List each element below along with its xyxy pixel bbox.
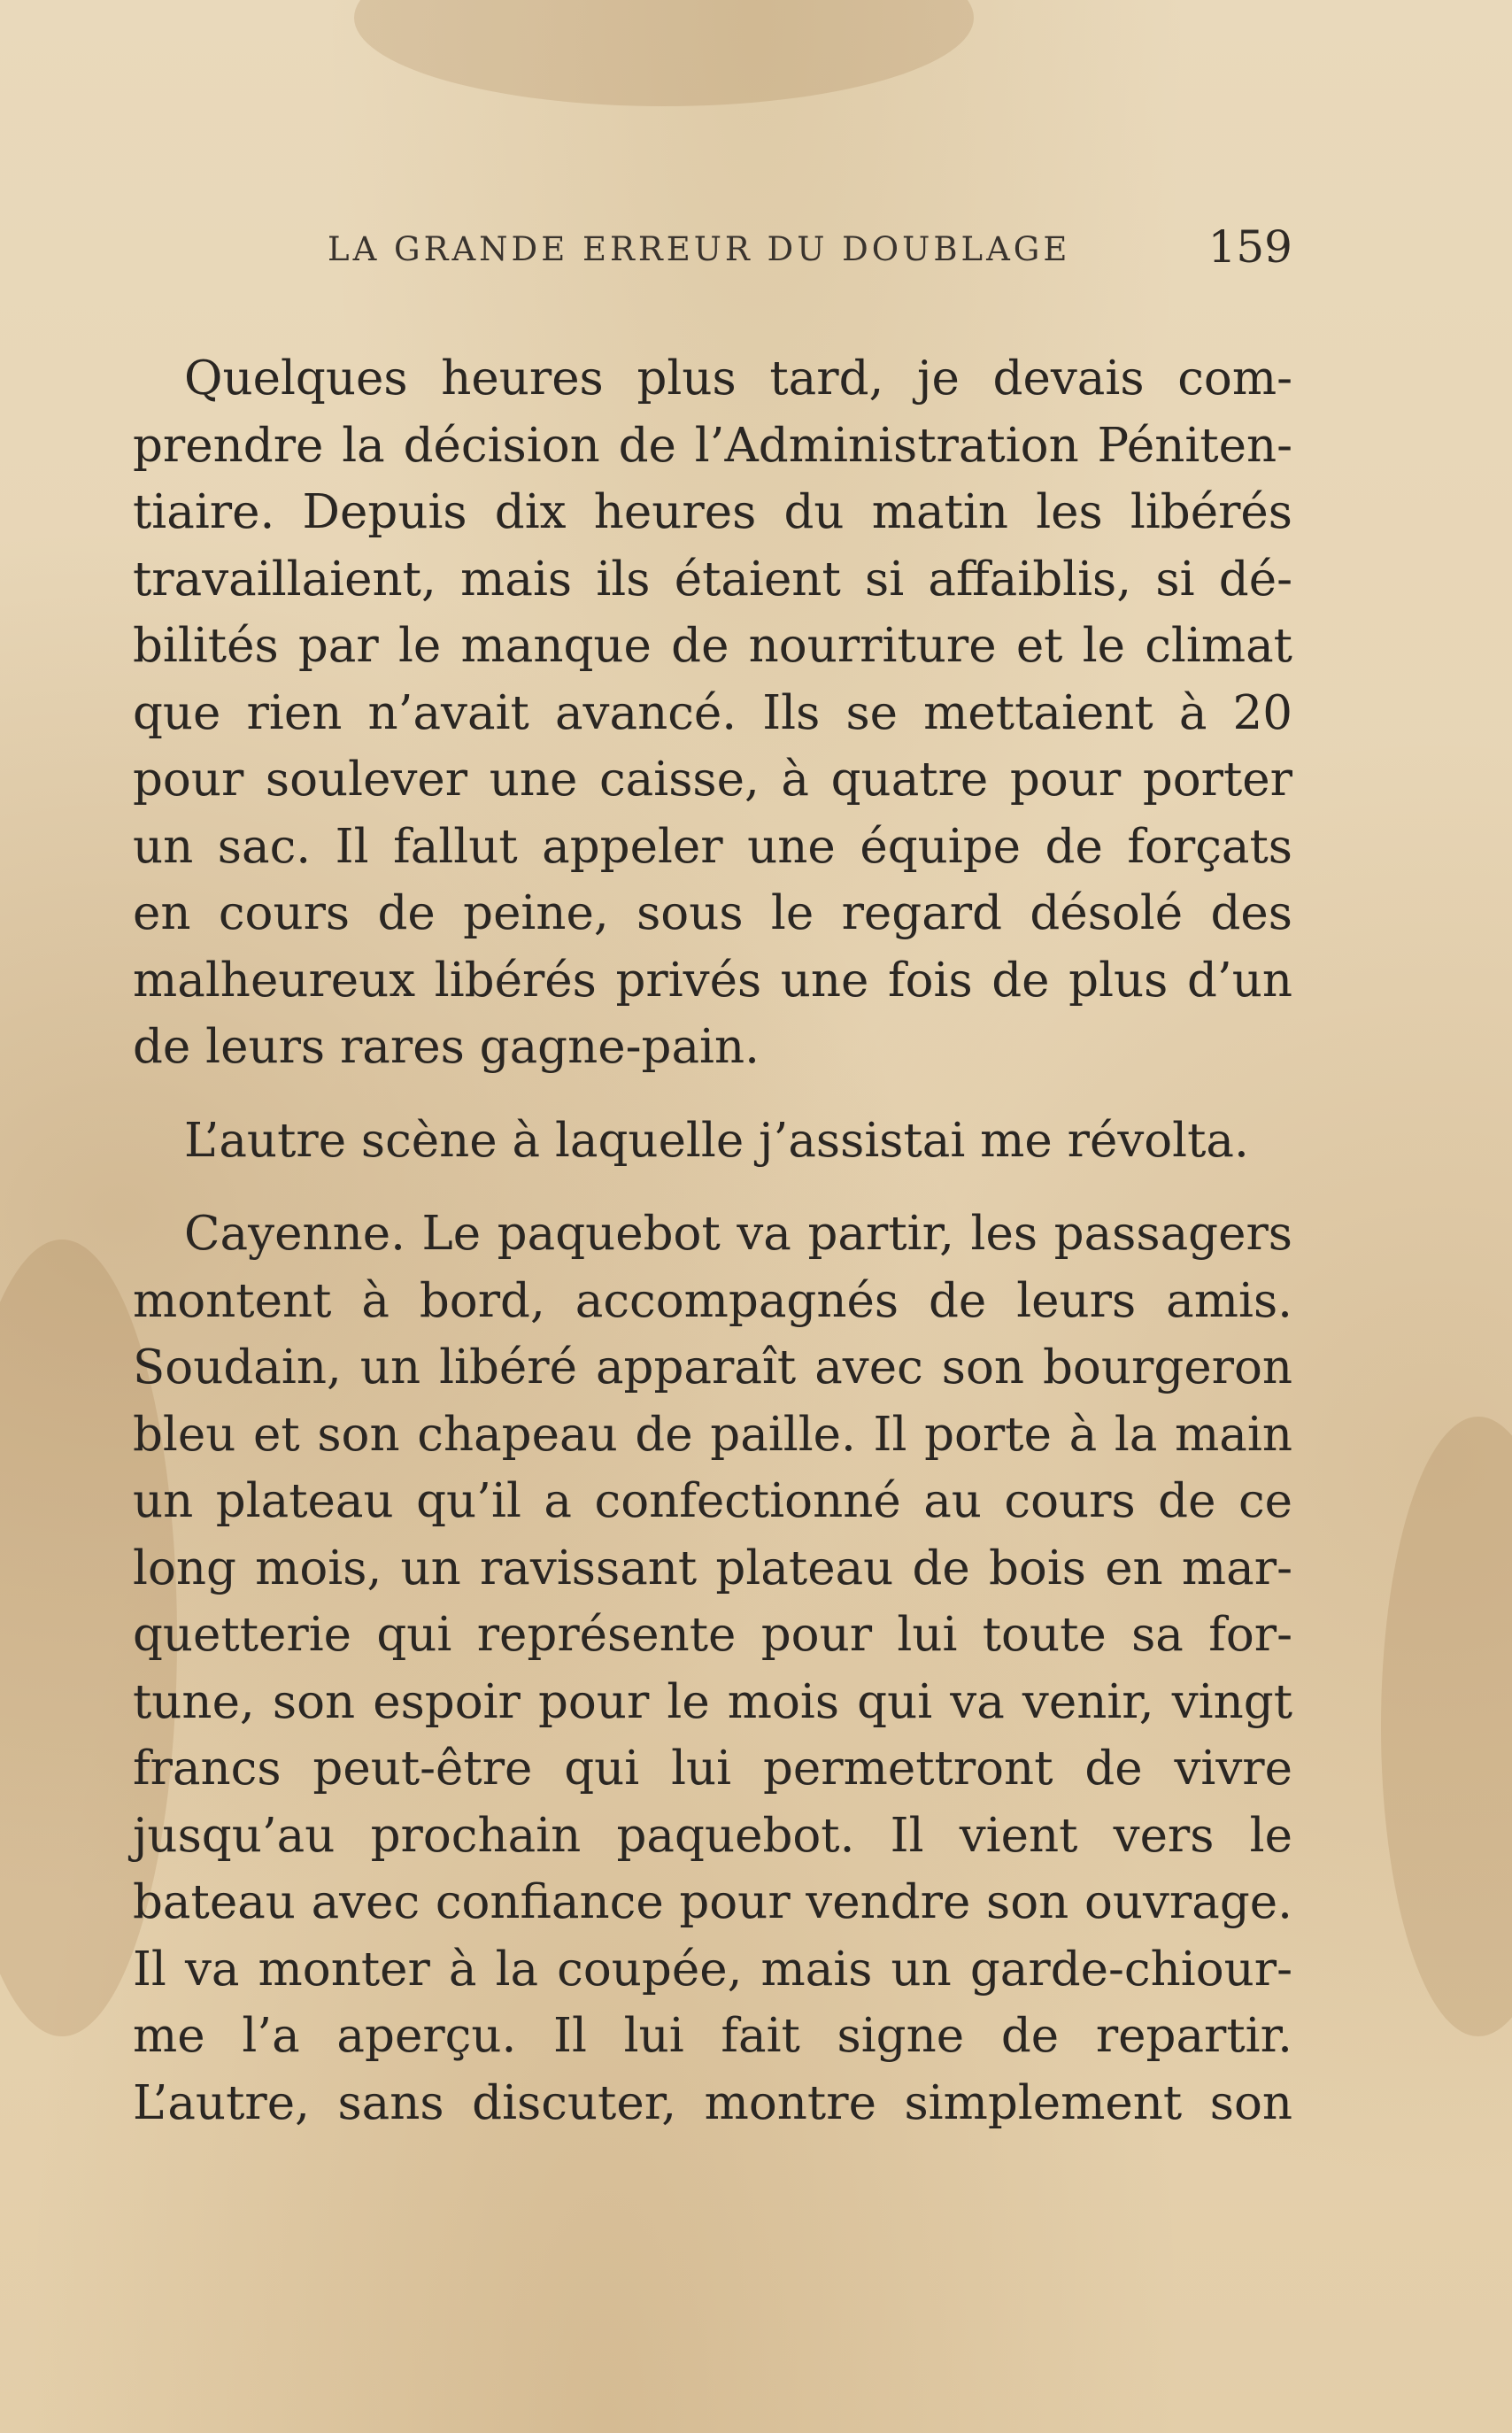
text-line: travaillaient, mais ils étaient si affaiblis, si dé- <box>133 552 1292 606</box>
text-line: Soudain, un libéré apparaît avec son bourgeron <box>133 1340 1292 1394</box>
text-line: Cayenne. Le paquebot va partir, les passagers <box>184 1207 1292 1261</box>
text-line: Il va monter à la coupée, mais un garde-chiour- <box>133 1942 1292 1997</box>
text-line: me l’a aperçu. Il lui fait signe de repartir. <box>133 2009 1292 2063</box>
text-line: un plateau qu’il a confectionné au cours de ce <box>133 1474 1292 1528</box>
text-line: bateau avec confiance pour vendre son ouvrage. <box>133 1875 1292 1929</box>
paragraph <box>133 1108 1292 1175</box>
text-line: long mois, un ravissant plateau de bois en mar- <box>133 1541 1292 1595</box>
text-line: que rien n’avait avancé. Ils se mettaient à 20 <box>133 685 1292 740</box>
text-line: malheureux libérés privés une fois de plus d’un <box>133 953 1292 1008</box>
text-line: Quelques heures plus tard, je devais com- <box>184 351 1292 406</box>
text-line: tune, son espoir pour le mois qui va venir, vingt <box>133 1674 1292 1729</box>
text-line: de leurs rares gagne-pain. <box>133 1020 760 1074</box>
text-line: jusqu’au prochain paquebot. Il vient vers le <box>133 1808 1292 1863</box>
text-line: pour soulever une caisse, à quatre pour porter <box>133 753 1292 807</box>
text-line: quetterie qui représente pour lui toute sa for- <box>133 1608 1292 1662</box>
page-stain <box>1381 1417 1512 2036</box>
paragraph <box>133 1201 1292 2136</box>
paragraph <box>133 345 1292 1081</box>
running-head: LA GRANDE ERREUR DU DOUBLAGE <box>328 230 1071 268</box>
text-line: tiaire. Depuis dix heures du matin les libérés <box>133 485 1292 539</box>
text-line: bilités par le manque de nourriture et le climat <box>133 619 1292 673</box>
body-text <box>133 345 1292 2163</box>
text-line: prendre la décision de l’Administration Péniten- <box>133 418 1292 473</box>
text-line: francs peut-être qui lui permettront de vivre <box>133 1742 1292 1796</box>
text-line: montent à bord, accompagnés de leurs amis. <box>133 1273 1292 1328</box>
text-line: en cours de peine, sous le regard désolé des <box>133 886 1292 940</box>
page-number: 159 <box>1207 221 1292 273</box>
text-line: L’autre scène à laquelle j’assistai me révolta. <box>184 1113 1249 1168</box>
text-line: bleu et son chapeau de paille. Il porte à la main <box>133 1407 1292 1462</box>
page-header <box>328 221 1292 283</box>
page-stain <box>354 0 974 106</box>
text-line: un sac. Il fallut appeler une équipe de forçats <box>133 819 1292 874</box>
text-line: L’autre, sans discuter, montre simplement son <box>133 2075 1292 2130</box>
